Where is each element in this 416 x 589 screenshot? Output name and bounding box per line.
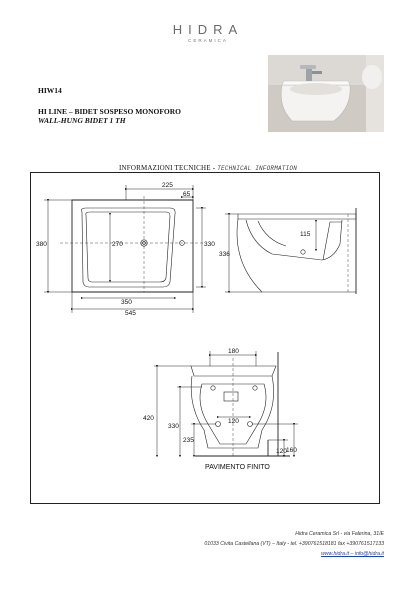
dim-420: 420 <box>143 415 154 422</box>
dim-545: 545 <box>125 310 136 317</box>
footer-address: Hidra Ceramica Srl - via Falerina, 31/E <box>295 531 384 537</box>
top-view-drawing <box>60 196 205 292</box>
section-label-it: INFORMAZIONI TECNICHE <box>118 164 211 172</box>
footer-contacts: 01033 Civita Castellana (VT) – Italy - tel. +39076151818​1 fax +39076151713​3 <box>204 541 384 547</box>
dim-350: 350 <box>121 299 132 306</box>
brand-subtitle: CERAMICA <box>188 38 228 43</box>
back-view-dimension-lines <box>154 351 298 456</box>
brand-name: HIDRA <box>172 22 244 37</box>
dim-120: 120 <box>228 418 239 425</box>
dim-65: 65 <box>183 191 191 198</box>
product-subtitle: WALL-HUNG BIDET 1 TH <box>38 116 126 125</box>
dim-160: 160 <box>286 447 297 454</box>
product-title: HI LINE – BIDET SOSPESO MONOFORO <box>38 107 182 116</box>
dim-225: 225 <box>162 182 173 189</box>
dim-380: 380 <box>36 241 47 248</box>
back-view-drawing <box>191 352 290 456</box>
dim-336: 336 <box>219 251 230 258</box>
dim-115: 115 <box>300 231 311 238</box>
top-view-dimension-lines <box>44 185 206 313</box>
section-separator: - <box>210 164 218 172</box>
side-view-drawing <box>237 208 356 294</box>
footer-web-links[interactable]: www.hidra.it – info@hidra.it <box>321 551 384 557</box>
dim-330-back: 330 <box>168 423 179 430</box>
section-label-en: TECHNICAL INFORMATION <box>217 165 297 172</box>
dim-180: 180 <box>228 348 239 355</box>
dim-330: 330 <box>204 241 215 248</box>
dim-120-floor: 120 <box>276 448 287 455</box>
floor-label: PAVIMENTO FINITO <box>205 464 270 471</box>
dim-270: 270 <box>112 241 123 248</box>
dim-235: 235 <box>183 437 194 444</box>
product-code: HIW14 <box>38 86 62 95</box>
